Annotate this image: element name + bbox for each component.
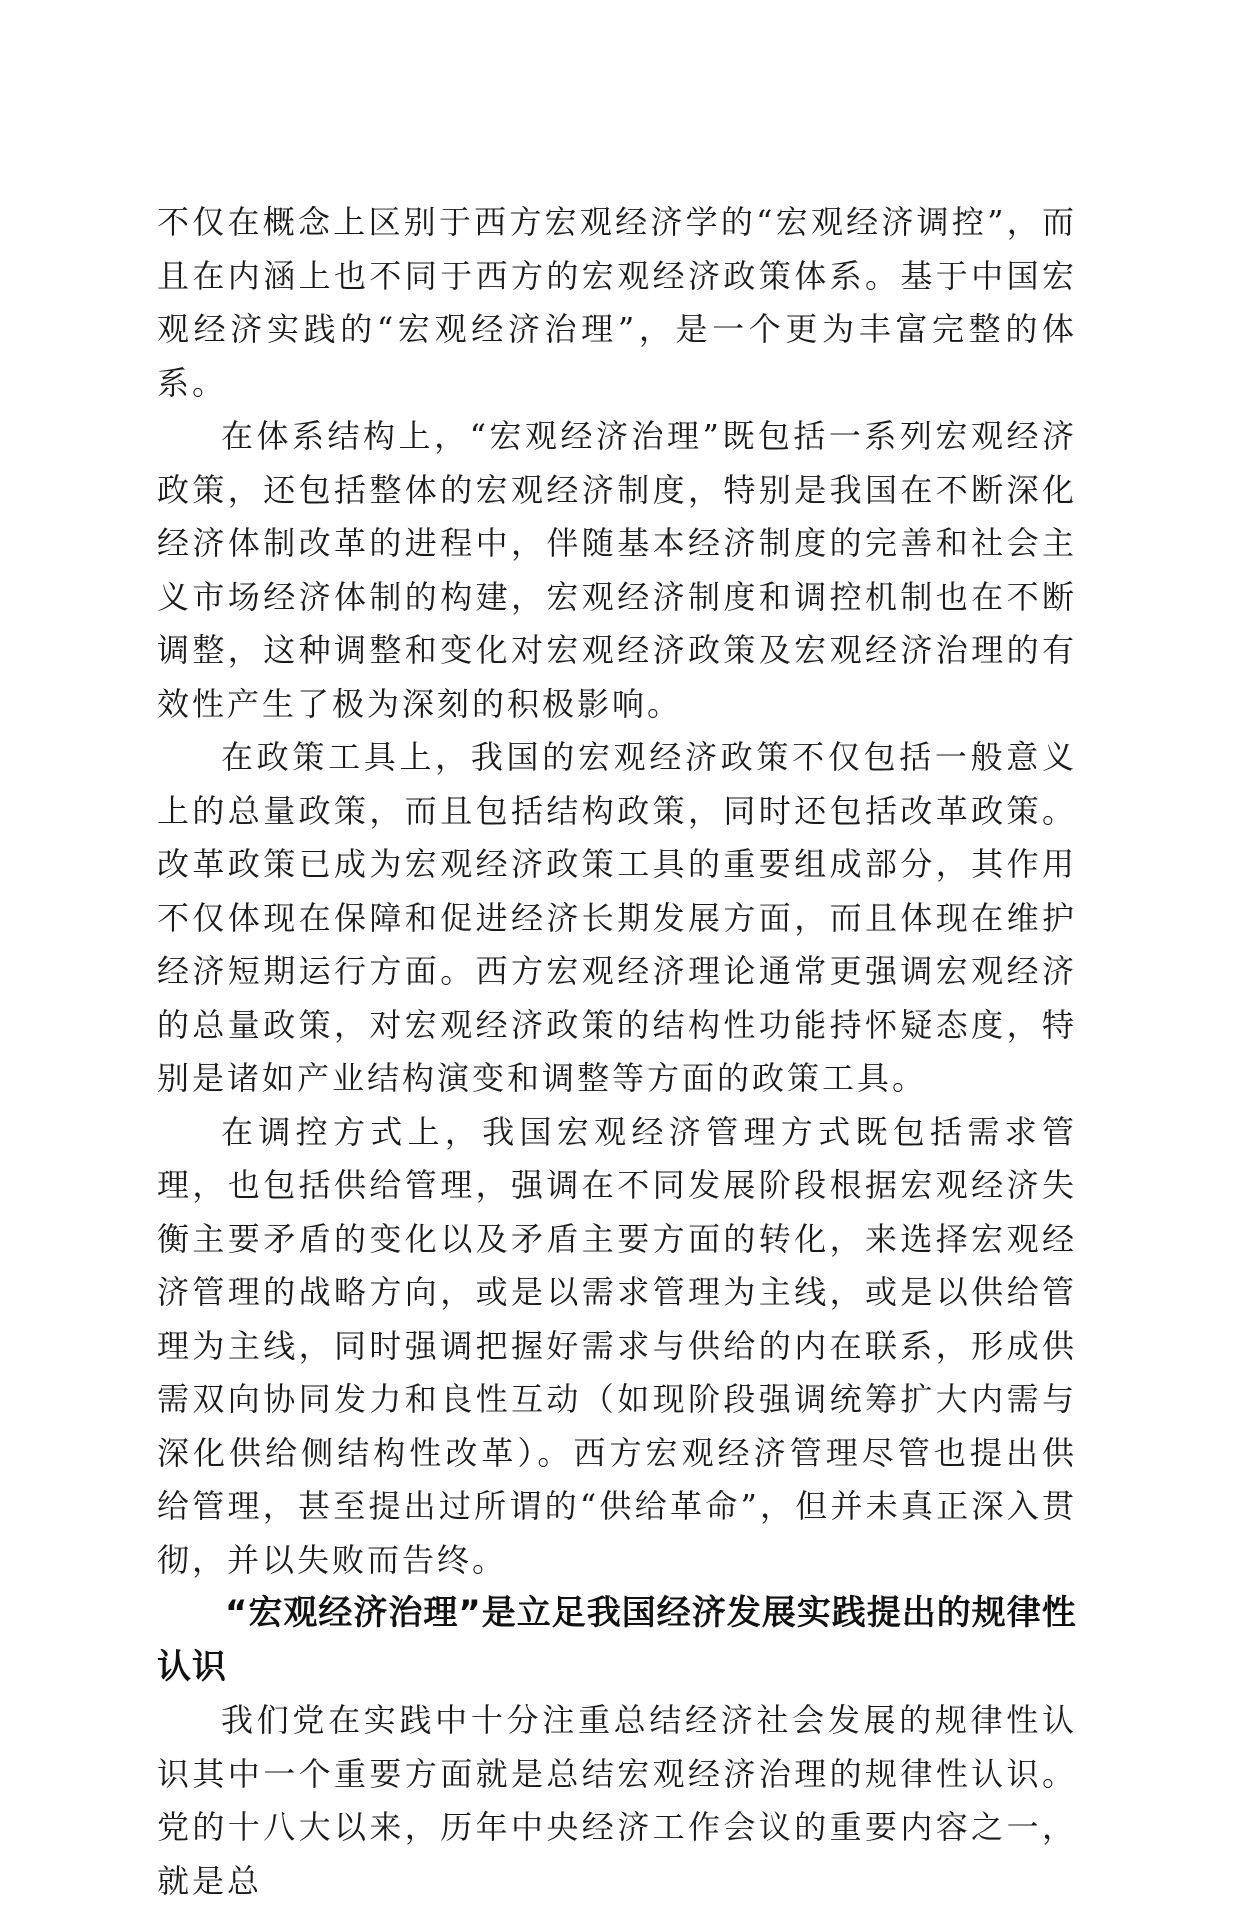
section-heading: “宏观经济治理”是立足我国经济发展实践提出的规律性认识 [157,1593,1077,1687]
paragraph-policy-tools: 在政策工具上，我国的宏观经济政策不仅包括一般意义上的总量政策，而且包括结构政策，同时还包括改革政策。改革政策已成为宏观经济政策工具的重要组成部分，其作用不仅体现在保障和促进经济长期发展方面，而且体现在维护经济短期运行方面。西方宏观经济理论通常更强调宏观经济的总量政策，对宏观经济政策的结构性功能持怀疑态度，特别是诸如产业结构演变和调整等方面的政策工具。 [157,738,1077,1097]
paragraph-system-structure: 在体系结构上，“宏观经济治理”既包括一系列宏观经济政策，还包括整体的宏观经济制度，特别是我国在不断深化经济体制改革的进程中，伴随基本经济制度的完善和社会主义市场经济体制的构建，宏观经济制度和调控机制也在不断调整，这种调整和变化对宏观经济政策及宏观经济治理的有效性产生了极为深刻的积极影响。 [157,417,1077,723]
paragraph-party-practice: 我们党在实践中十分注重总结经济社会发展的规律性认识其中一个重要方面就是总结宏观经济治理的规律性认识。党的十八大以来，历年中央经济工作会议的重要内容之一，就是总 [157,1701,1077,1900]
paragraph-regulation-methods: 在调控方式上，我国宏观经济管理方式既包括需求管理，也包括供给管理，强调在不同发展阶段根据宏观经济失衡主要矛盾的变化以及矛盾主要方面的转化，来选择宏观经济管理的战略方向，或是以需求管理为主线，或是以供给管理为主线，同时强调把握好需求与供给的内在联系，形成供需双向协同发力和良性互动（如现阶段强调统筹扩大内需与深化供给侧结构性改革）。西方宏观经济管理尽管也提出供给管理，甚至提出过所谓的“供给革命”，但并未真正深入贯彻，并以失败而告终。 [157,1112,1077,1579]
paragraph-intro-continuation: 不仅在概念上区别于西方宏观经济学的“宏观经济调控”，而且在内涵上也不同于西方的宏观经济政策体系。基于中国宏观经济实践的“宏观经济治理”，是一个更为丰富完整的体系。 [157,203,1077,402]
document-page [157,196,1077,1908]
